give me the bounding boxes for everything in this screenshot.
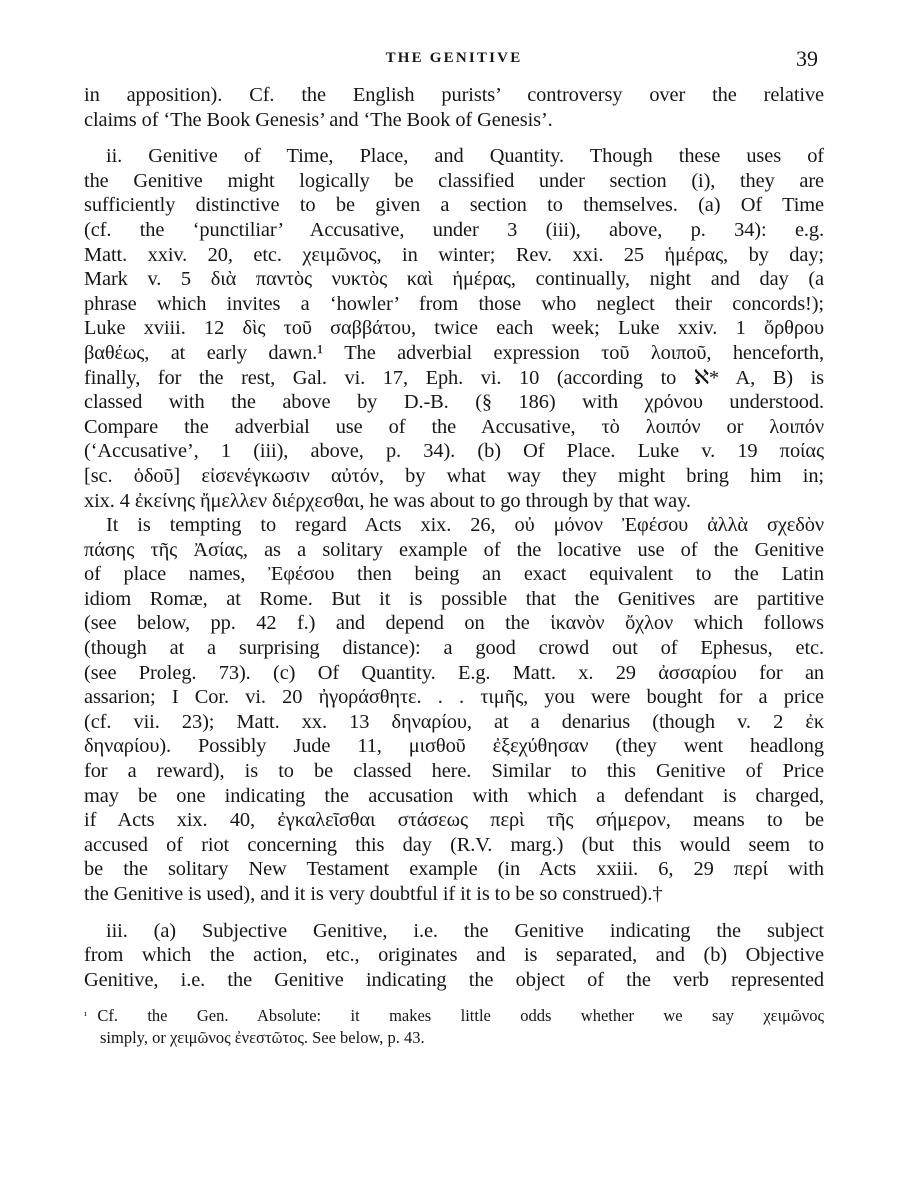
text-line: It is tempting to regard Acts xix. 26, οὐ μόνον Ἐφέσου ἀλλὰ σχεδὸν — [106, 514, 824, 537]
text-line: be the solitary New Testament example (in Acts xxiii. 6, 29 περί with — [84, 858, 824, 881]
text-line: πάσης τῆς Ἀσίας, as a solitary example of the locative use of the Genitive — [84, 538, 824, 561]
text-line: iii. (a) Subjective Genitive, i.e. the Genitive indicating the subject — [106, 919, 824, 942]
text-line: (‘Accusative’, 1 (iii), above, p. 34). (b) Of Place. Luke v. 19 ποίας — [84, 440, 824, 463]
text-line: Luke xviii. 12 δὶς τοῦ σαββάτου, twice each week; Luke xxiv. 1 ὄρθρου — [84, 317, 824, 340]
text-line: (though at a surprising distance): a good crowd out of Ephesus, etc. — [84, 637, 824, 660]
text-line: Matt. xxiv. 20, etc. χειμῶνος, in winter; Rev. xxi. 25 ἡμέρας, by day; — [84, 243, 824, 266]
text-line: phrase which invites a ‘howler’ from those who neglect their concords!); — [84, 292, 824, 315]
footnote-marker: ¹ — [84, 1010, 88, 1022]
body-text — [84, 83, 824, 992]
text-line: (see below, pp. 42 f.) and depend on the ἱκανὸν ὄχλον which follows — [84, 612, 824, 635]
text-line: the Genitive is used), and it is very doubtful if it is to be so construed).† — [84, 883, 663, 905]
paragraph-time-place-quantity — [84, 144, 824, 513]
text-line: Mark v. 5 διὰ παντὸς νυκτὸς καὶ ἡμέρας, continually, night and day (a — [84, 268, 824, 291]
paragraph-subjective-objective — [84, 919, 824, 993]
text-line: in apposition). Cf. the English purists’ controversy over the relative — [84, 84, 824, 106]
text-line: if Acts xix. 40, ἐγκαλεῖσθαι στάσεως περὶ τῆς σήμερον, means to be — [84, 809, 824, 832]
text-line: assarion; I Cor. vi. 20 ἠγοράσθητε. . . τιμῆς, you were bought for a price — [84, 686, 824, 709]
footnote-line — [84, 1005, 824, 1027]
text-line: (see Proleg. 73). (c) Of Quantity. E.g. Matt. x. 29 ἀσσαρίου for an — [84, 661, 824, 684]
text-line: of place names, Ἐφέσου then being an exact equivalent to the Latin — [84, 563, 824, 586]
text-line: (cf. vii. 23); Matt. xx. 13 δηναρίου, at a denarius (though v. 2 ἐκ — [84, 710, 824, 733]
text-line: finally, for the rest, Gal. vi. 17, Eph. vi. 10 (according to ℵ* A, B) is — [84, 366, 824, 389]
text-line: sufficiently distinctive to be given a section to themselves. (a) Of Time — [84, 194, 824, 217]
page-number: 39 — [796, 46, 818, 71]
paragraph-apposition — [84, 83, 824, 132]
running-title: THE GENITIVE — [385, 50, 523, 66]
text-line: βαθέως, at early dawn.¹ The adverbial expression τοῦ λοιποῦ, henceforth, — [84, 341, 824, 364]
text-line: for a reward), is to be classed here. Similar to this Genitive of Price — [84, 760, 824, 783]
footnote — [84, 1005, 824, 1049]
text-line: classed with the above by D.-B. (§ 186) with χρόνου understood. — [84, 391, 824, 414]
footnote-text: Cf. the Gen. Absolute: it makes little odds whether we say χειμῶνος — [97, 1006, 824, 1025]
text-line: from which the action, etc., originates and is separated, and (b) Objective — [84, 944, 824, 967]
text-line: accused of riot concerning this day (R.V. marg.) (but this would seem to — [84, 833, 824, 856]
text-line: Genitive, i.e. the Genitive indicating the object of the verb represented — [84, 968, 824, 991]
text-line: [sc. ὁδοῦ] εἰσενέγκωσιν αὐτόν, by what way they might bring him in; — [84, 464, 824, 487]
text-line: δηναρίου). Possibly Jude 11, μισθοῦ ἐξεχύθησαν (they went headlong — [84, 735, 824, 758]
running-head — [86, 46, 822, 72]
text-line: may be one indicating the accusation with which a defendant is charged, — [84, 784, 824, 807]
text-line: the Genitive might logically be classified under section (i), they are — [84, 169, 824, 192]
text-line: xix. 4 ἐκείνης ἤμελλεν διέρχεσθαι, he was about to go through by that way. — [84, 489, 691, 512]
text-line: (cf. the ‘punctiliar’ Accusative, under 3 (iii), above, p. 34): e.g. — [84, 218, 824, 241]
text-line: claims of ‘The Book Genesis’ and ‘The Book of Genesis’. — [84, 108, 553, 131]
text-line: Compare the adverbial use of the Accusative, τὸ λοιπόν or λοιπόν — [84, 415, 824, 438]
footnote-line: simply, or χειμῶνος ἐνεστῶτος. See below, p. 43. — [100, 1028, 425, 1047]
paragraph-locative — [84, 513, 824, 907]
text-line: ii. Genitive of Time, Place, and Quantity. Though these uses of — [106, 145, 824, 168]
text-line: idiom Romæ, at Rome. But it is possible that the Genitives are partitive — [84, 587, 824, 610]
